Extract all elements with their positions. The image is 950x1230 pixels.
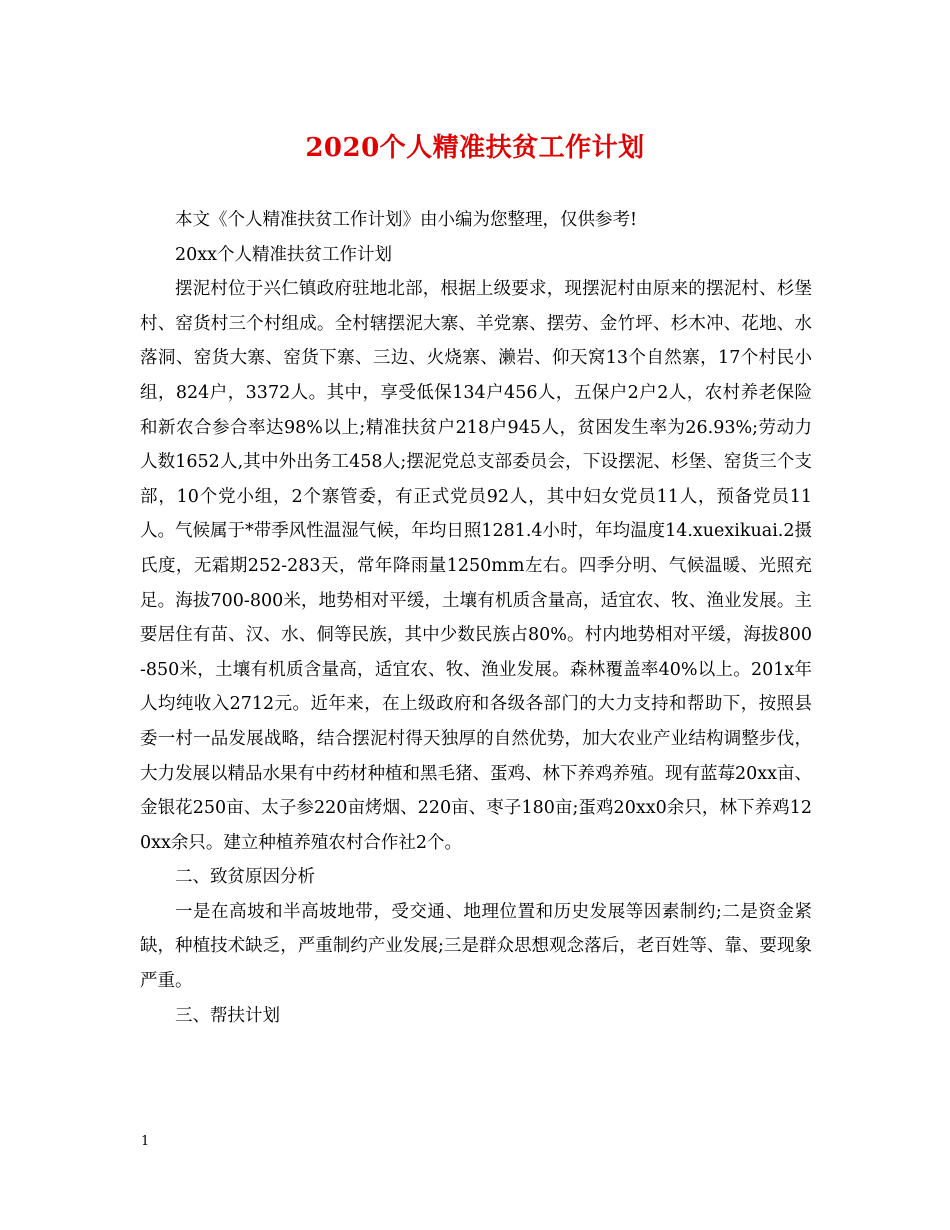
document-title: 2020个人精准扶贫工作计划 (305, 133, 645, 163)
section-heading-poverty-causes: 二、致贫原因分析 (175, 867, 315, 888)
village-overview-paragraph: 摆泥村位于兴仁镇政府驻地北部，根据上级要求，现摆泥村由原来的摆泥村、杉堡村、窑货村三个村组成。全村辖摆泥大寨、羊党寨、摆劳、金竹坪、杉木冲、花地、水落洞、窑货大寨、窑货下寨、三边、火烧寨、濑岩、仰天窝13个自然寨，17个村民小组，824户，3372人。其中，享受低保134户456人，五保户2户2人，农村养老保险和新农合参合率达98%以上;精准扶贫户218户945人，贫困发生率为26.93%;劳动力人数1652人,其中外出务工458人;摆泥党总支部委员会，下设摆泥、杉堡、窑货三个支部，10个党小组，2个寨管委，有正式党员92人，其中妇女党员11人，预备党员11人。气候属于*带季风性温湿气候，年均日照1281.4小时，年均温度14.xuexikuai.2摄氏度，无霜期252-283天，常年降雨量1250mm左右。四季分明、气候温暖、光照充足。海拔700-800米，地势相对平缓，土壤有机质含量高，适宜农、牧、渔业发展。主要居住有苗、汉、水、侗等民族，其中少数民族占80%。村内地势相对平缓，海拔800-850米，土壤有机质含量高，适宜农、牧、渔业发展。森林覆盖率40%以上。201x年人均纯收入2712元。近年来，在上级政府和各级各部门的大力支持和帮助下，按照县委一村一品发展战略，结合摆泥村得天独厚的自然优势，加大农业产业结构调整步伐，大力发展以精品水果有中药材种植和黑毛猪、蛋鸡、林下养鸡养殖。现有蓝莓20xx亩、金银花250亩、太子参220亩烤烟、220亩、枣子180亩;蛋鸡20xx0余只，林下养鸡120xx余只。建立种植养殖农村合作社2个。 (140, 279, 813, 853)
poverty-causes-paragraph: 一是在高坡和半高坡地带，受交通、地理位置和历史发展等因素制约;二是资金紧缺，种植技术缺乏，严重制约产业发展;三是群众思想观念落后，老百姓等、靠、要现象严重。 (140, 901, 812, 992)
subtitle-paragraph: 20xx个人精准扶贫工作计划 (175, 244, 393, 265)
section-heading-assistance-plan: 三、帮扶计划 (175, 1005, 280, 1026)
document-body (140, 203, 812, 1033)
page-number: 1 (141, 1134, 150, 1149)
intro-paragraph: 本文《个人精准扶贫工作计划》由小编为您整理，仅供参考! (175, 210, 638, 230)
